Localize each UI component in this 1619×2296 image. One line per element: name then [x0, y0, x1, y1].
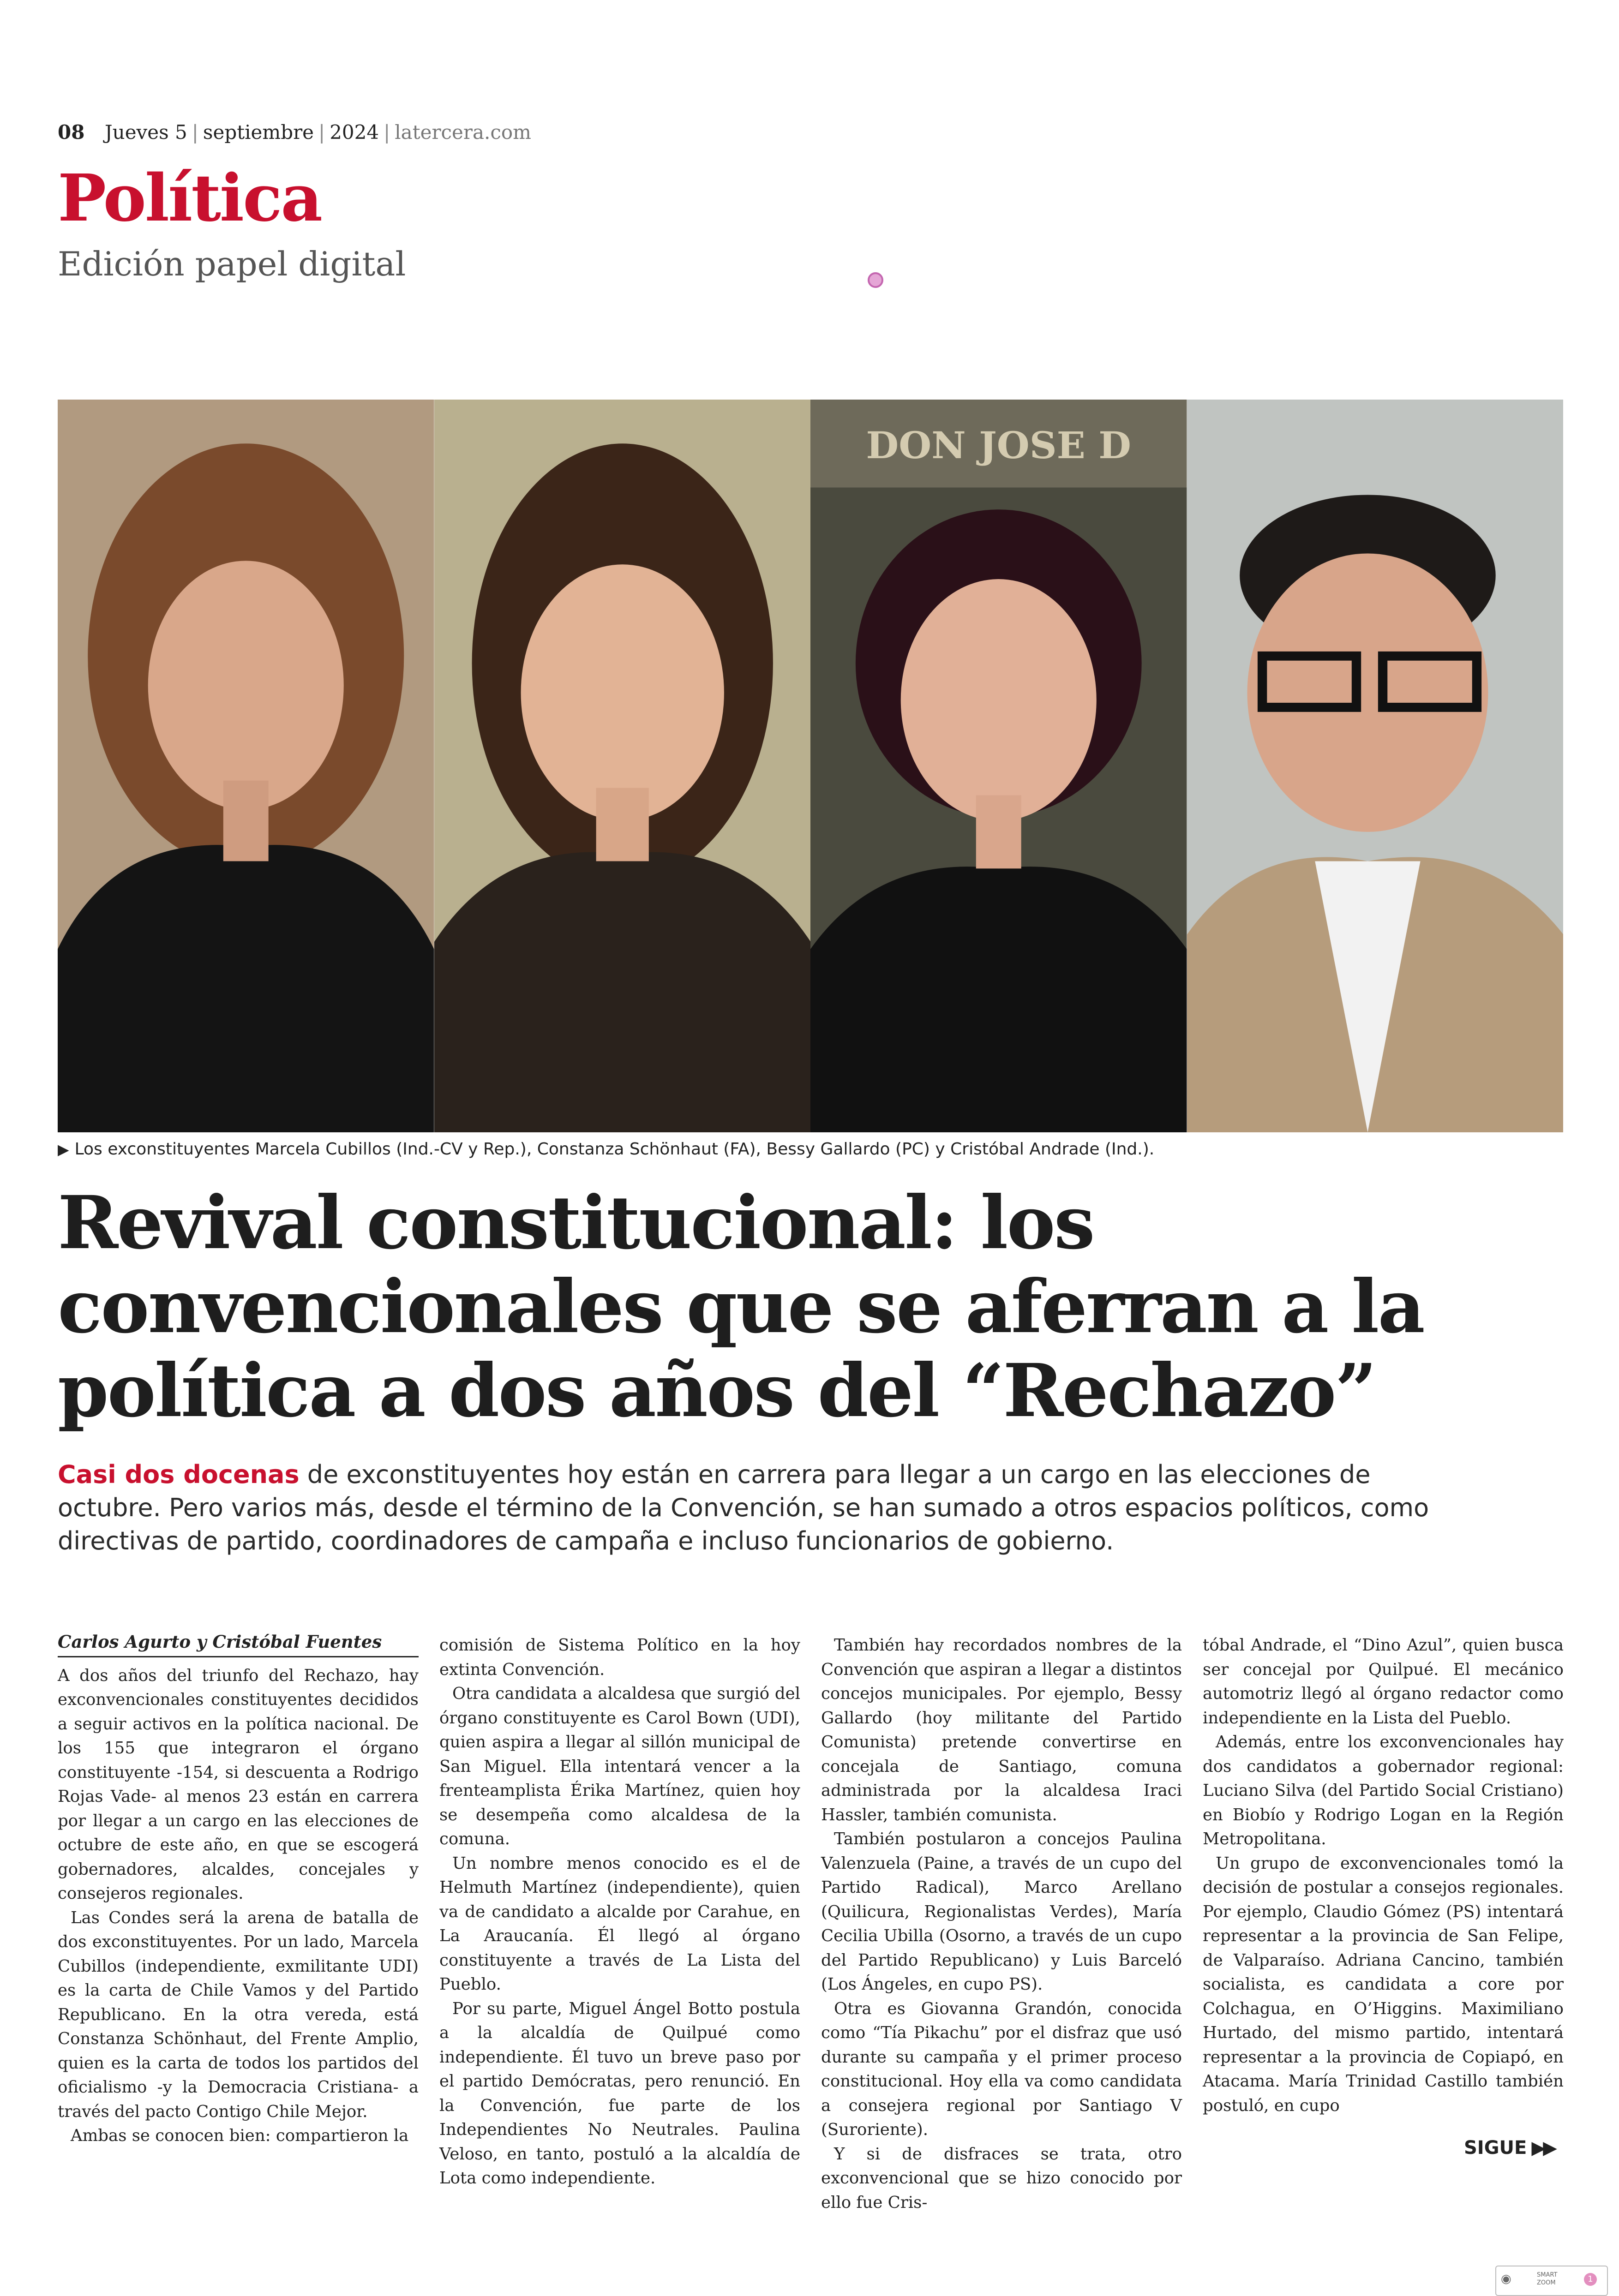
section-title: Política — [58, 161, 322, 236]
smart-zoom-widget[interactable] — [1495, 2266, 1608, 2296]
lead-paragraph — [58, 1458, 1442, 1558]
date-year: 2024 — [330, 121, 379, 144]
portrait-1 — [58, 400, 434, 1132]
article-column-2 — [439, 1633, 800, 2191]
paragraph: Ambas se conocen bien: compartieron la — [71, 2126, 409, 2145]
photo-strip — [58, 400, 1563, 1132]
divider: | — [318, 121, 325, 144]
site-link[interactable]: latercera.com — [395, 121, 531, 144]
divider: | — [192, 121, 198, 144]
headline-line-3: política a dos años del “Rechazo” — [58, 1348, 1376, 1434]
smart-zoom-label: SMART ZOOM — [1537, 2272, 1558, 2286]
lead-text: de exconstituyentes hoy están en carrera para llegar a un cargo en las elecciones de octubre. Pero varios más, desde el término de la Convención, se han sumado a otros espacios políticos, como directivas de partido, coordinadores de campaña e incluso funcionarios de gobierno. — [58, 1460, 1429, 1555]
continue-label: SIGUE — [1464, 2137, 1527, 2158]
paragraph: tóbal Andrade, el “Dino Azul”, quien busca ser concejal por Quilpué. El mecánico automotriz llegó al órgano redactor como independiente en la Lista del Pueblo. — [1203, 1636, 1564, 1728]
headline-line-1: Revival constitucional: los — [58, 1180, 1094, 1266]
lead-accent: Casi dos docenas — [58, 1460, 300, 1489]
hotspot-dot[interactable] — [868, 272, 883, 288]
date-weekday: Jueves 5 — [104, 121, 187, 144]
portrait-4 — [1187, 400, 1564, 1132]
divider: | — [384, 121, 390, 144]
photo-constanza-schonhaut[interactable] — [434, 400, 811, 1132]
paragraph: A dos años del triunfo del Rechazo, hay exconvencionales constituyentes decididos a seguir activos en la política nacional. De los 155 que integraron el órgano constituyente -154, si descuenta a Rodrigo Rojas Vade- al menos 23 están en carrera por llegar a un cargo en las elecciones de octubre de este año, en que se escogerá gobernadores, alcaldes, concejales y consejeros regionales. — [58, 1666, 419, 1903]
byline: Carlos Agurto y Cristóbal Fuentes — [58, 1630, 419, 1657]
caption-text: Los exconstituyentes Marcela Cubillos (Ind.-CV y Rep.), Constanza Schönhaut (FA), Bessy Gallardo (PC) y Cristóbal Andrade (Ind.). — [74, 1140, 1155, 1159]
photo-cristobal-andrade[interactable] — [1187, 400, 1564, 1132]
paragraph: Y si de disfraces se trata, otro exconvencional que se hizo conocido por ello fue Cris- — [821, 2144, 1182, 2212]
headline-line-2: convencionales que se aferran a la — [58, 1264, 1424, 1350]
photo-marcela-cubillos[interactable] — [58, 400, 434, 1132]
paragraph: Por su parte, Miguel Ángel Botto postula a la alcaldía de Quilpué como independiente. Él tuvo un breve paso por el partido Demócratas, pero renunció. En la Convención, fue parte de los Independientes No Neutrales. Paulina Veloso, en tanto, postuló a la alcaldía de Lota como independiente. — [439, 1999, 800, 2188]
page-header — [58, 121, 531, 153]
paragraph: También hay recordados nombres de la Convención que aspiran a llegar a distintos concejos municipales. Por ejemplo, Bessy Gallardo (hoy militante del Partido Comunista) pretende convertirse en concejala de Santiago, comuna administrada por la alcaldesa Iraci Hassler, también comunista. — [821, 1636, 1182, 1824]
caption-arrow-icon: ▶ — [58, 1141, 69, 1158]
date-month: septiembre — [203, 121, 314, 144]
photo-caption — [58, 1140, 1563, 1159]
article-column-1 — [58, 1630, 419, 2148]
portrait-2 — [434, 400, 811, 1132]
headline — [58, 1181, 1563, 1433]
paragraph: Un grupo de exconvencionales tomó la decisión de postular a consejos regionales. Por ejemplo, Claudio Gómez (PS) intentará representar a la provincia de San Felipe, de Valparaíso. Adriana Cancino, también socialista, es candidata a core por Colchagua, en O’Higgins. Maximiliano Hurtado, del mismo partido, intentará representar a la provincia de Copiapó, en Atacama. María Trinidad Castillo también postuló, en cupo — [1203, 1854, 1564, 2115]
paragraph: Las Condes será la arena de batalla de dos exconstituyentes. Por un lado, Marcela Cubillos (independiente, exmilitante UDI) es la carta de Chile Vamos y del Partido Republicano. En la otra vereda, está Constanza Schönhaut, del Frente Amplio, quien es la carta de todos los partidos del oficialismo -y la Democracia Cristiana- a través del pacto Contigo Chile Mejor. — [58, 1908, 419, 2121]
paragraph: Otra candidata a alcaldesa que surgió del órgano constituyente es Carol Bown (UDI), quien aspira a llegar al sillón municipal de San Miguel. Ella intentará vencer a la frenteamplista Érika Martínez, quien hoy se desempeña como alcaldesa de la comuna. — [439, 1684, 800, 1848]
continue-button[interactable] — [1464, 2137, 1554, 2158]
portrait-3 — [810, 400, 1187, 1132]
photo-bessy-gallardo[interactable] — [810, 400, 1187, 1132]
eye-icon: ◉ — [1501, 2272, 1511, 2286]
page-number: 08 — [58, 121, 85, 144]
paragraph: Además, entre los exconvencionales hay dos candidatos a gobernador regional: Luciano Silva (del Partido Social Cristiano) en Biobío y Rodrigo Logan en la Región Metropolitana. — [1203, 1733, 1564, 1848]
paragraph: comisión de Sistema Político en la hoy extinta Convención. — [439, 1636, 800, 1679]
paragraph: Otra es Giovanna Grandón, conocida como “Tía Pikachu” por el disfraz que usó durante su campaña y el primer proceso constitucional. Hoy ella va como candidata a consejera regional por Santiago V (Suroriente). — [821, 1999, 1182, 2139]
section-subtitle: Edición papel digital — [58, 245, 406, 283]
article-column-4 — [1203, 1633, 1564, 2118]
paragraph: Un nombre menos conocido es el de Helmuth Martínez (independiente), quien va de candidato a alcalde por Carahue, en La Araucanía. Él llegó al órgano constituyente a través de La Lista del Pueblo. — [439, 1854, 800, 1994]
sign-text: DON JOSE D — [866, 424, 1131, 467]
zoom-badge: 1 — [1584, 2273, 1597, 2286]
article-column-3 — [821, 1633, 1182, 2215]
paragraph: También postularon a concejos Paulina Valenzuela (Paine, a través de un cupo del Partido Radical), Marco Arellano (Quilicura, Regionalistas Verdes), María Cecilia Ubilla (Osorno, a través de un cupo del Partido Republicano) y Luis Barceló (Los Ángeles, en cupo PS). — [821, 1830, 1182, 1994]
double-arrow-icon: ▶▶ — [1531, 2137, 1554, 2158]
